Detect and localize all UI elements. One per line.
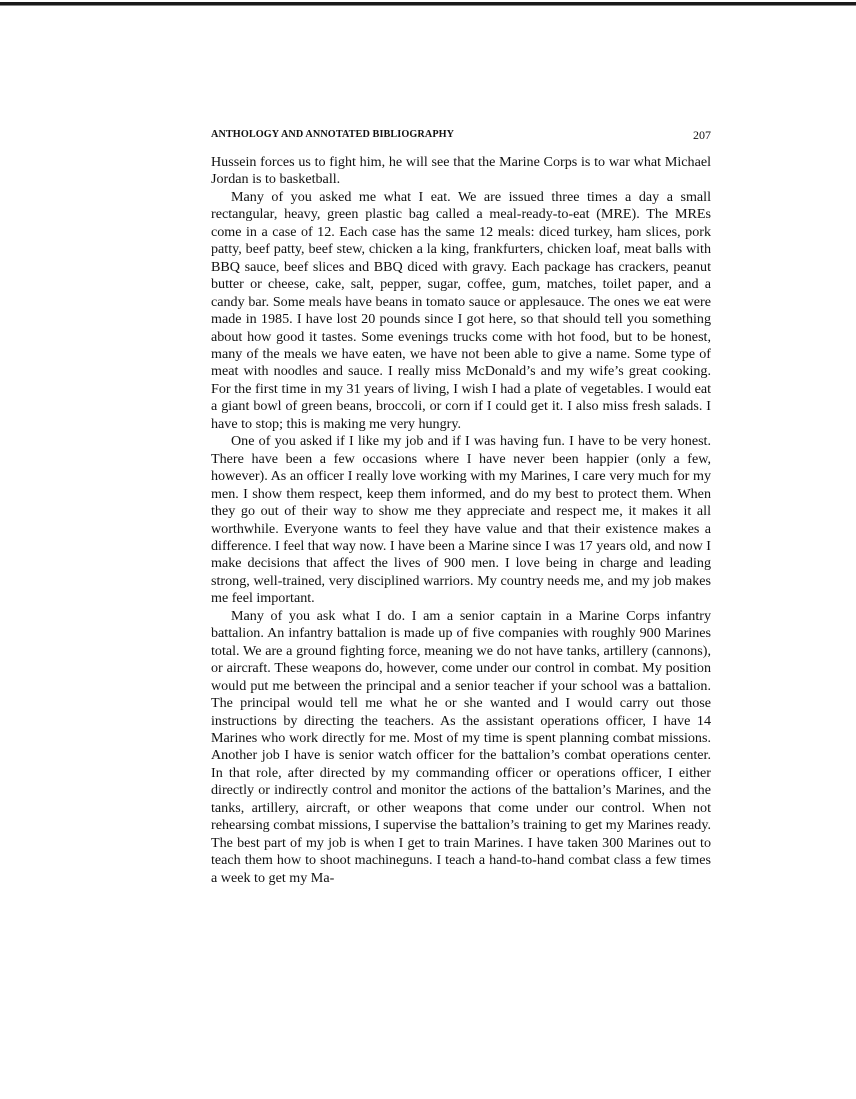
- body-text: [211, 154, 711, 887]
- running-head: ANTHOLOGY AND ANNOTATED BIBLIOGRAPHY: [211, 129, 455, 140]
- page-header: [211, 129, 711, 143]
- paragraph-job: One of you asked if I like my job and if I was having fun. I have to be very honest. There have been a few occasions where I have never been happier (only a few, however). As an officer I really love working with my Marines, I care very much for my men. I show them respect, keep them informed, and do my best to protect them. When they go out of their way to show me they appreciate and respect me, it makes it all worthwhile. Everyone wants to feel they have value and that their existence makes a difference. I feel that way now. I have been a Marine since I was 17 years old, and now I make decisions that affect the lives of 900 men. I love being in charge and leading strong, well-trained, very disciplined warriors. My country needs me, and my job makes me feel important.: [211, 433, 711, 607]
- top-scan-rule: [0, 0, 856, 7]
- paragraph-continuation: Hussein forces us to fight him, he will see that the Marine Corps is to war what Michael Jordan is to basketball.: [211, 154, 711, 188]
- paragraph-meals: Many of you asked me what I eat. We are issued three times a day a small rectangular, heavy, green plastic bag called a meal-ready-to-eat (MRE). The MREs come in a case of 12. Each case has the same 12 meals: diced turkey, ham slices, pork patty, beef patty, beef stew, chicken a la king, frankfurters, chicken loaf, meat balls with BBQ sauce, beef slices and BBQ diced with gravy. Each package has crackers, peanut butter or cheese, cake, salt, pepper, sugar, coffee, gum, matches, toilet paper, and a candy bar. Some meals have beans in tomato sauce or applesauce. The ones we eat were made in 1985. I have lost 20 pounds since I got here, so that should tell you something about how good it tastes. Some evenings trucks come with hot food, but to be honest, many of the meals we have eaten, we have not been able to give a name. Some type of meat with noodles and sauce. I really miss McDonald’s and my wife’s great cooking. For the first time in my 31 years of living, I wish I had a plate of vegetables. I would eat a giant bowl of green beans, broccoli, or corn if I could get it. I also miss fresh salads. I have to stop; this is making me very hungry.: [211, 188, 711, 432]
- page-number: 207: [693, 128, 711, 142]
- paragraph-duties: Many of you ask what I do. I am a senior captain in a Marine Corps infantry battalion. An infantry battalion is made up of five companies with roughly 900 Marines total. We are a ground fighting force, meaning we do not have tanks, artillery (cannons), or aircraft. These weapons do, however, come under our control in combat. My position would put me between the principal and a senior teacher if your school was a battalion. The principal would tell me what he or she wanted and I would carry out those instructions by directing the teachers. As the assistant operations officer, I have 14 Marines who work directly for me. Most of my time is spent planning combat missions. Another job I have is senior watch officer for the battalion’s combat operations center. In that role, after directed by my commanding officer or operations officer, I either directly or indirectly control and monitor the actions of the battalion’s Marines, and the tanks, artillery, aircraft, or other weapons that come under our control. When not rehearsing combat missions, I supervise the battalion’s training to get my Marines ready. The best part of my job is when I get to train Marines. I have taken 300 Marines out to teach them how to shoot machineguns. I teach a hand-to-hand combat class a few times a week to get my Ma-: [211, 607, 711, 886]
